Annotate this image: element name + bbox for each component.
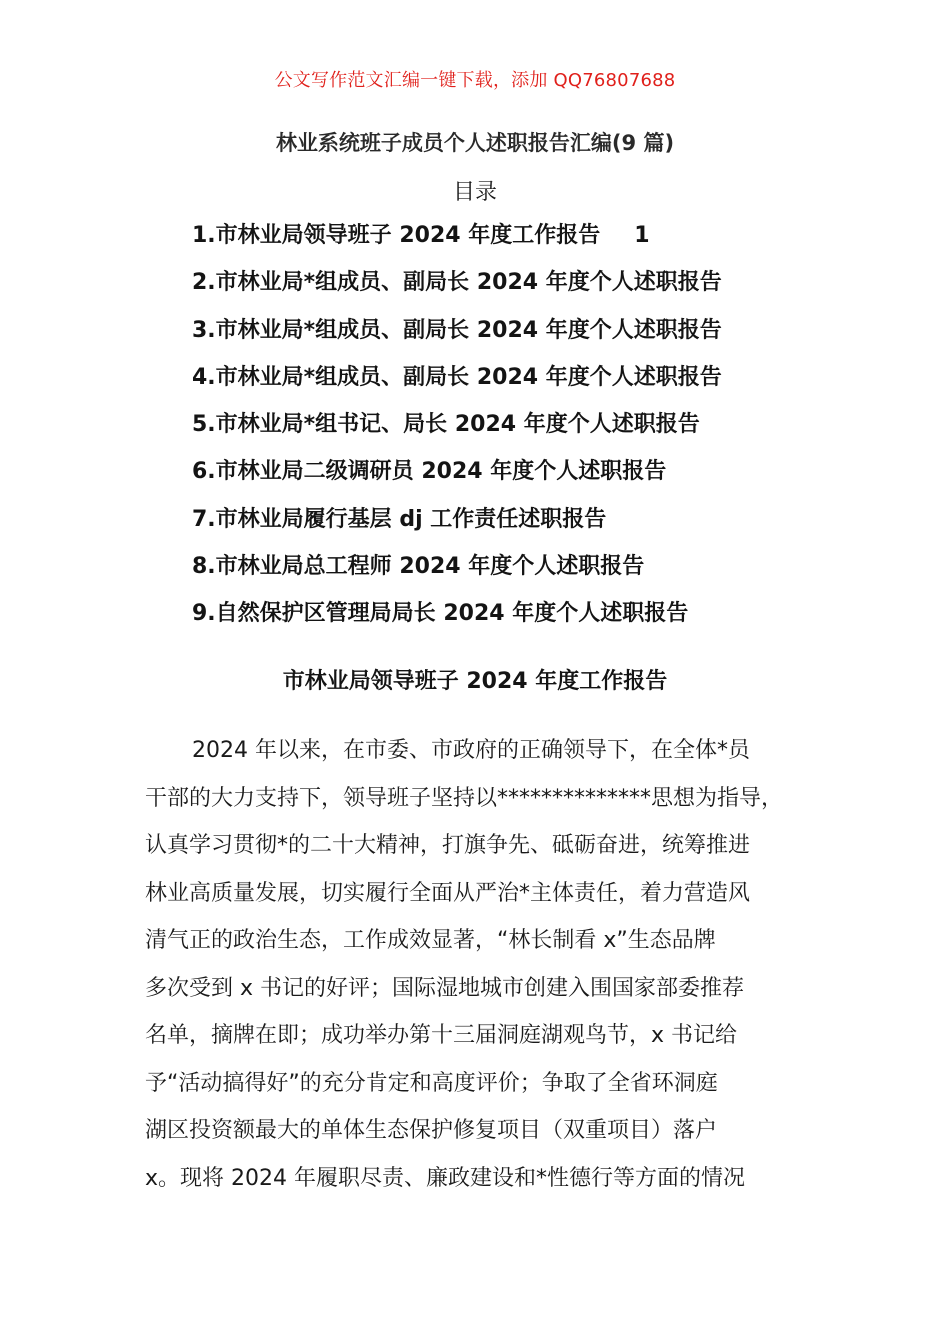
body-line: 林业高质量发展，切实履行全面从严治*主体责任，着力营造风 [145,880,751,906]
toc-item-label: 7.市林业局履行基层 dj 工作责任述职报告 [192,506,607,532]
body-line: 2024 年以来，在市委、市政府的正确领导下，在全体*员 [192,738,750,763]
body-line: 名单，摘牌在即；成功举办第十三届洞庭湖观鸟节，x 书记给 [145,1023,738,1048]
toc-item-3[interactable] [192,312,722,359]
toc-item-label: 4.市林业局*组成员、副局长 2024 年度个人述职报告 [192,364,722,390]
toc-item-1[interactable] [192,217,722,264]
table-of-contents [192,217,722,643]
body-line: x。现将 2024 年履职尽责、廉政建设和*性德行等方面的情况 [145,1165,745,1191]
toc-item-label: 6.市林业局二级调研员 2024 年度个人述职报告 [192,459,667,485]
toc-item-9[interactable] [192,595,722,642]
body-line: 湖区投资额最大的单体生态保护修复项目（双重项目）落户 [145,1118,718,1143]
toc-item-label: 2.市林业局*组成员、副局长 2024 年度个人述职报告 [192,270,722,296]
toc-item-label: 3.市林业局*组成员、副局长 2024 年度个人述职报告 [192,317,722,343]
section-title: 市林业局领导班子 2024 年度工作报告 [282,669,668,694]
toc-item-5[interactable] [192,406,722,453]
toc-item-7[interactable] [192,501,722,548]
toc-item-8[interactable] [192,548,722,595]
body-line: 多次受到 x 书记的好评；国际湿地城市创建入围国家部委推荐 [145,975,745,1001]
body-line: 清气正的政治生态，工作成效显著，“林长制看 x”生态品牌 [145,928,716,953]
body-line: 认真学习贯彻*的二十大精神，打旗争先、砥砺奋进，统筹推进 [145,833,751,858]
ad-banner: 公文写作范文汇编一键下载，添加 QQ76807688 [274,70,676,91]
toc-item-page: 1 [634,223,650,248]
body-paragraph [145,727,825,1202]
toc-item-label: 9.自然保护区管理局局长 2024 年度个人述职报告 [192,601,689,627]
toc-item-2[interactable] [192,264,722,311]
toc-item-6[interactable] [192,453,722,500]
toc-item-label: 5.市林业局*组书记、局长 2024 年度个人述职报告 [192,412,700,438]
toc-item-4[interactable] [192,359,722,406]
document-title: 林业系统班子成员个人述职报告汇编(9 篇) [275,131,675,155]
toc-item-label: 1.市林业局领导班子 2024 年度工作报告 [192,223,601,248]
body-line: 干部的大力支持下，领导班子坚持以**************思想为指导， [145,785,784,811]
toc-heading: 目录 [452,180,497,205]
body-line: 予“活动搞得好”的充分肯定和高度评价；争取了全省环洞庭 [145,1070,718,1096]
toc-item-label: 8.市林业局总工程师 2024 年度个人述职报告 [192,554,645,580]
